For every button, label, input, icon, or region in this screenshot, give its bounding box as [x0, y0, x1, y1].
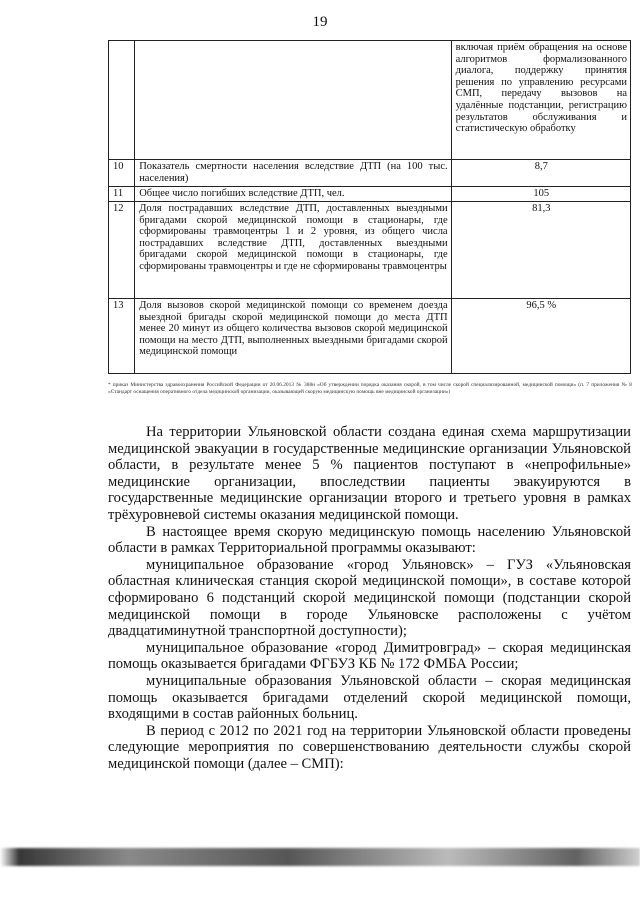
paragraph: В период с 2012 по 2021 год на территории Ульяновской области проведены следующие мероприятия по совершенствованию деятельности службы скорой медицинской помощи (далее – СМП): [108, 722, 631, 772]
paragraph: муниципальные образования Ульяновской области – скорая медицинская помощь оказывается бригадами отделений скорой медицинской помощи, входящими в состав районных больниц. [108, 672, 631, 723]
table-row [109, 41, 631, 160]
indicator-name-cell: Общее число погибших вследствие ДТП, чел. [135, 187, 451, 202]
indicator-name-cell: Показатель смертности населения вследствие ДТП (на 100 тыс. населения) [135, 160, 451, 187]
paragraph: муниципальное образование «город Димитровград» – скорая медицинская помощь оказывается бригадами ФГБУЗ КБ № 172 ФМБА России; [108, 639, 631, 673]
table-row [109, 299, 631, 374]
table-row [109, 202, 631, 299]
row-number-cell [109, 41, 135, 160]
row-number-cell: 13 [109, 299, 135, 374]
indicator-value-cell: 81,3 [451, 202, 630, 299]
scan-edge-shadow [0, 848, 640, 866]
indicator-value-cell: 105 [451, 187, 630, 202]
paragraph: На территории Ульяновской области создана единая схема маршрутизации медицинской эвакуации в государственные медицинские организации Ульяновской области, в результате менее 5 % пациентов поступают в «непрофильные» медицинские организации, впоследствии пациенты эвакуируются в государственные медицинские организации второго и третьего уровня в рамках трёхуровневой системы оказания медицинской помощи. [108, 424, 631, 523]
table-row [109, 160, 631, 187]
paragraph: муниципальное образование «город Ульяновск» – ГУЗ «Ульяновская областная клиническая станция скорой медицинской помощи», в составе которой сформировано 6 подстанций скорой медицинской помощи (подстанции скорой медицинской помощи в городе Ульяновске расположены с учётом двадцатиминутной транспортной доступности); [108, 556, 631, 640]
continuation-text-cell: включая приём обращения на основе алгоритмов формализованного диалога, поддержку принятия решения по управлению ресурсами СМП, передачу вызовов на удалённые подстанции, регистрацию результатов обслуживания и статистическую обработку [451, 41, 630, 160]
indicator-value-cell: 8,7 [451, 160, 630, 187]
row-number-cell: 10 [109, 160, 135, 187]
footnote: * приказ Министерства здравоохранения Российской Федерации от 20.06.2013 № 388н «Об утверждении порядка оказания скорой, в том числе скорой специализированной, медицинской помощи» (п. 7 приложения № 8 «Стандарт оснащения оперативного отдела медицинской организации, оказывающей скорую медицинскую помощь вне медицинской организации») [108, 382, 632, 395]
row-number-cell: 12 [109, 202, 135, 299]
indicator-name-cell [135, 41, 451, 160]
indicator-value-cell: 96,5 % [451, 299, 630, 374]
table-row [109, 187, 631, 202]
indicator-name-cell: Доля пострадавших вследствие ДТП, доставленных выездными бригадами скорой медицинской помощи в стационары, где сформированы травмоцентры 1 и 2 уровня, из общего числа пострадавших вследствие ДТП, доставленных выездными бригадами скорой медицинской помощи в стационары, где сформированы травмоцентры и где не сформированы травмоцентры [135, 202, 451, 299]
body-text [108, 424, 631, 772]
indicators-table [108, 40, 631, 374]
paragraph: В настоящее время скорую медицинскую помощь населению Ульяновской области в рамках Территориальной программы оказывают: [108, 523, 631, 557]
page-number: 19 [312, 14, 328, 30]
row-number-cell: 11 [109, 187, 135, 202]
indicator-name-cell: Доля вызовов скорой медицинской помощи со временем доезда выездной бригады скорой медицинской помощи до места ДТП менее 20 минут из общего количества вызовов скорой медицинской помощи на место ДТП, выполненных выездными бригадами скорой медицинской помощи [135, 299, 451, 374]
